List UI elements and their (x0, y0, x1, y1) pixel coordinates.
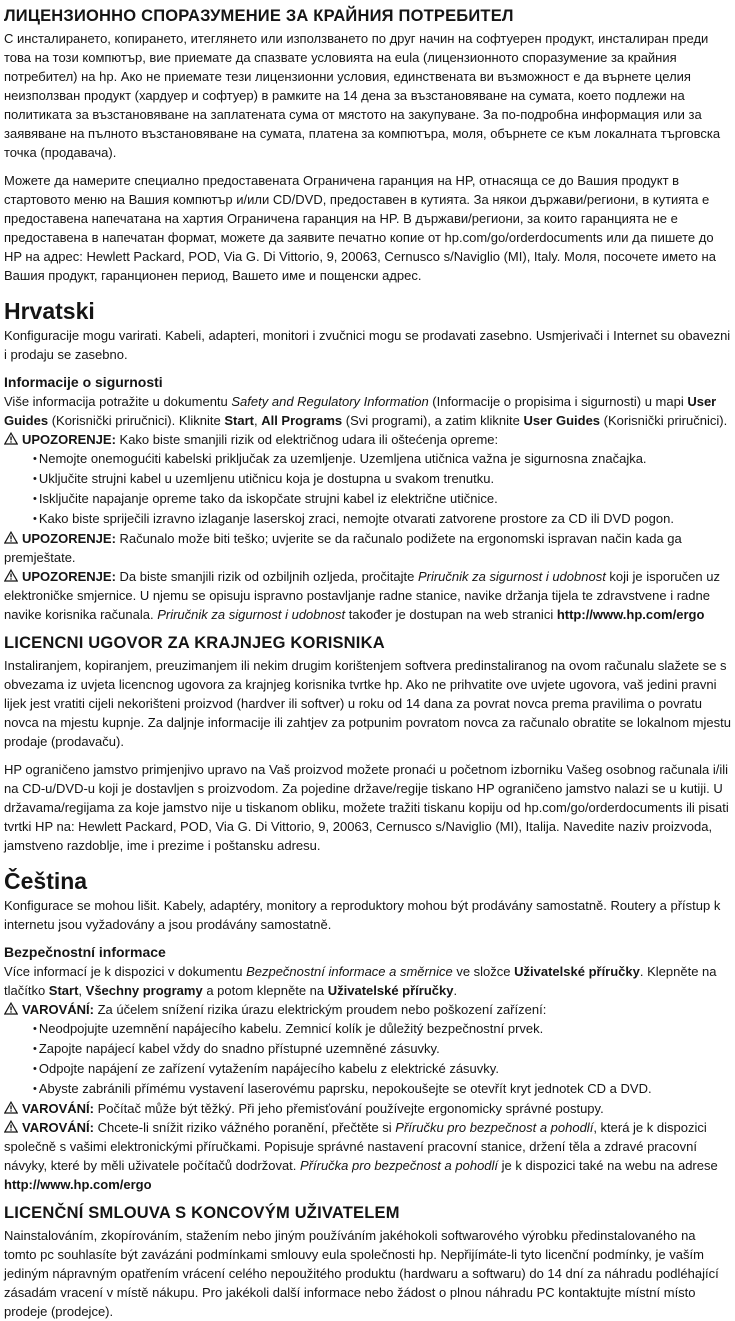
document-content (4, 6, 731, 1321)
cs-bullet-laser (33, 1079, 731, 1099)
text-segment: (Korisnički priručnici). (600, 413, 728, 428)
text-segment: Všechny programy (85, 983, 203, 998)
text-segment: С инсталирането, копирането, итеглянето или използването по друг начин на софтуерен продукт, инсталиран преди това на този компютър, вие приемате да спазвате условията на eula (лицензионното споразумение за крайния потребител) на hp. Ако не приемате тези лицензионни условия, единствената ви възможност е да върнете целия неизползван продукт (хардуер и софтуер) в рамките на 14 дена за възстановяване на сумата, което подлежи на политиката за възстановяване на заплатената сума от мястото на закупуване. За по-подробна информация или за заявяване на пълното възстановяване на сумата, платена за компютъра, моля, обърнете се към локалната търговска точка (продавача). (4, 31, 721, 160)
warning-label: UPOZORENJE: (22, 531, 116, 546)
text-segment: Start (48, 983, 79, 998)
text-segment: HP ograničeno jamstvo primjenjivo upravo na Vaš proizvod možete pronaći u početnom izborniku Vašeg osobnog računala i/ili na CD-u/DVD-u koji je dostavljen s proizvodom. Za pojedine države/regije tiskano HP ograničeno jamstvo nalazi se u kutiji. U državama/regijama za koje jamstvo nije u tiskanom obliku, možete tražiti tiskanu kopiju od hp.com/go/orderdocuments ili pisati tvrtki HP na: Hewlett Packard, POD, Via G. Di Vittorio, 9, 20063, Cernusco s/Naviglio (MI), Italija. Navedite naziv proizvoda, jamstveno razdoblje, ime i prezime i poštansku adresu. (4, 762, 729, 853)
cs-safety-paragraph (4, 962, 731, 1000)
text-segment: Kako biste smanjili rizik od električnog udara ili oštećenja opreme: (115, 432, 499, 447)
cs-warning-heavy (4, 1099, 731, 1118)
cs-warning-injury (4, 1118, 731, 1194)
text-segment: Priručnik za sigurnost i udobnost (417, 569, 606, 584)
warning-icon (4, 1002, 18, 1015)
hr-intro-paragraph (4, 326, 731, 364)
text-segment: (Svi programi), a zatim kliknite (342, 413, 524, 428)
bullet-icon: • (33, 1083, 37, 1095)
cs-bullet-outlet (33, 1039, 731, 1059)
hr-bullet-grounding (33, 449, 731, 469)
text-segment: Можете да намерите специално предоставената Ограничена гаранция на HP, отнасяща се до Вашия продукт в стартовото меню на Вашия компютър и/или CD/DVD, предоставен в кутията. За някои държави/региони, в кутията е предоставена напечатана на хартия Ограничена гаранция на HP. В държави/региони, за които гаранцията не е предоставена в напечатан формат, можете да заявите печатно копие от hp.com/go/orderdocuments или да пишете до HP на адрес: Hewlett Packard, POD, Via G. Di Vittorio, 9, 20063, Cernusco s/Naviglio (MI), Italy. Моля, посочете името на Вашия продукт, гаранционен период, Вашето име и пощенски адрес. (4, 173, 716, 283)
text-segment: , (253, 413, 262, 428)
hr-bullet-outlet (33, 469, 731, 489)
bg-warranty-paragraph (4, 171, 731, 285)
text-segment: Více informací je k dispozici v dokumentu (4, 964, 247, 979)
text-segment: je k dispozici také na webu na adrese (498, 1158, 718, 1173)
text-segment: All Programs (261, 413, 343, 428)
text-segment: Příručku pro bezpečnost a pohodlí (395, 1120, 594, 1135)
text-segment: Nemojte onemogućiti kabelski priključak za uzemljenje. Uzemljena utičnica važna je sigurnosna značajka. (38, 451, 647, 466)
text-segment: Chcete-li snížit riziko vážného poranění, přečtěte si (93, 1120, 396, 1135)
text-segment: Příručka pro bezpečnost a pohodlí (300, 1158, 499, 1173)
warning-label: VAROVÁNÍ: (22, 1101, 94, 1116)
text-segment: Bezpečnostní informace a směrnice (246, 964, 453, 979)
warning-icon (4, 1101, 18, 1114)
warning-icon (4, 432, 18, 445)
hr-eula-heading: LICENCNI UGOVOR ZA KRAJNJEG KORISNIKA (4, 634, 385, 652)
bg-eula-heading: ЛИЦЕНЗИОННО СПОРАЗУМЕНИЕ ЗА КРАЙНИЯ ПОТРЕБИТЕЛ (4, 7, 514, 25)
cs-bullet-grounding (33, 1019, 731, 1039)
bullet-icon: • (33, 473, 37, 485)
bullet-icon: • (33, 1043, 37, 1055)
text-segment: Za účelem snížení rizika úrazu elektrickým proudem nebo poškození zařízení: (93, 1002, 547, 1017)
hr-warning-injury (4, 567, 731, 624)
cs-warning-electric (4, 1000, 731, 1019)
text-segment: Odpojte napájení ze zařízení vytažením napájecího kabelu z elektrické zásuvky. (38, 1061, 499, 1076)
text-segment: Isključite napajanje opreme tako da iskopčate strujni kabel iz električne utičnice. (38, 491, 498, 506)
warning-label: UPOZORENJE: (22, 569, 116, 584)
warning-label: VAROVÁNÍ: (22, 1120, 94, 1135)
text-segment: Abyste zabránili přímému vystavení laserovému paprsku, nepokoušejte se otevřít kryt jednotek CD a DVD. (38, 1081, 652, 1096)
text-segment: User Guides (523, 413, 601, 428)
text-segment: Instaliranjem, kopiranjem, preuzimanjem ili nekim drugim korištenjem softvera predinstaliranog na ovom računalu slažete se s obvezama iz uvjeta licencnog ugovora za krajnjeg korisnika tvrtke hp. Ako ne prihvatite ove uvjete ugovora, vaš jedini pravni lijek jest vratiti cijeli nekorišteni proizvod (hardver ili softver) u roku od 14 dana za povrat novca prema pravilima o povratu novca na mjestu kupnje. Za daljnje informacije ili zahtjev za potpunim povratom novca za računalo obratite se lokalnom mjestu prodaje (prodavaču). (4, 658, 731, 749)
warning-icon (4, 531, 18, 544)
hr-safety-paragraph (4, 392, 731, 430)
text-segment: (Korisnički priručnici). Kliknite (48, 413, 225, 428)
text-segment: Uključite strujni kabel u uzemljenu utičnicu koja je dostupna u svakom trenutku. (38, 471, 495, 486)
text-segment: Počítač může být těžký. Při jeho přemisťování používejte ergonomicky správné postupy. (93, 1101, 604, 1116)
warning-icon (4, 569, 18, 582)
warning-label: UPOZORENJE: (22, 432, 116, 447)
text-segment: Nainstalováním, zkopírováním, stažením nebo jiným používáním jakéhokoli softwarového výrobku předinstalovaného na tomto pc souhlasíte být zavázáni podmínkami smlouvy eula společnosti hp. Nepřijímáte-li tyto licenční podmínky, je vaším jediným nápravným opatřením vrácení celého nepoužitého produktu (hardwaru a softwaru) do 14 dní za náhradu podléhající zásadám vracení v místě nákupu. Pro jakékoli další informace nebo žádost o plnou náhradu PC kontaktujte místní místo prodeje (prodejce). (4, 1228, 719, 1319)
hr-language-heading: Hrvatski (4, 298, 95, 324)
text-segment: Priručnik za sigurnost i udobnost (157, 607, 346, 622)
cs-eula-paragraph (4, 1226, 731, 1321)
text-segment: Zapojte napájecí kabel vždy do snadno přístupné uzemněné zásuvky. (38, 1041, 440, 1056)
text-segment: Da biste smanjili rizik od ozbiljnih ozljeda, pročitajte (115, 569, 418, 584)
bullet-icon: • (33, 1063, 37, 1075)
cs-safety-heading: Bezpečnostní informace (4, 944, 166, 960)
text-segment: Konfigurace se mohou lišit. Kabely, adaptéry, monitory a reproduktory mohou být prodávány samostatně. Routery a přístup k internetu jsou vyžadovány a jsou prodávány samostatně. (4, 898, 721, 932)
hr-safety-heading: Informacije o sigurnosti (4, 374, 163, 390)
text-segment: Uživatelské příručky (514, 964, 640, 979)
text-segment: ve složce (452, 964, 515, 979)
cs-language-heading: Čeština (4, 868, 88, 894)
hr-bullet-unplug (33, 489, 731, 509)
text-segment: Start (224, 413, 254, 428)
text-segment: Neodpojujte uzemnění napájecího kabelu. Zemnicí kolík je důležitý bezpečnostní prvek. (38, 1021, 544, 1036)
text-segment: http://www.hp.com/ergo (4, 1177, 152, 1192)
bullet-icon: • (33, 1023, 37, 1035)
text-segment: . Klepněte na tlačítko (4, 964, 717, 998)
bullet-icon: • (33, 453, 37, 465)
text-segment: , (78, 983, 86, 998)
bullet-icon: • (33, 493, 37, 505)
warning-icon (4, 1120, 18, 1133)
text-segment: također je dostupan na web stranici (345, 607, 557, 622)
hr-eula-paragraph (4, 656, 731, 751)
bg-eula-paragraph (4, 29, 731, 162)
bullet-icon: • (33, 513, 37, 525)
text-segment: (Informacije o propisima i sigurnosti) u mapi (428, 394, 688, 409)
warning-label: VAROVÁNÍ: (22, 1002, 94, 1017)
text-segment: Više informacija potražite u dokumentu (4, 394, 232, 409)
text-segment: Uživatelské příručky (327, 983, 454, 998)
hr-warranty-paragraph (4, 760, 731, 855)
text-segment: Safety and Regulatory Information (231, 394, 429, 409)
text-segment: http://www.hp.com/ergo (556, 607, 705, 622)
hr-warning-electric (4, 430, 731, 449)
text-segment: Konfiguracije mogu varirati. Kabeli, adapteri, monitori i zvučnici mogu se prodavati zasebno. Usmjerivači i Internet su obavezni i prodaju se zasebno. (4, 328, 731, 362)
text-segment: User Guides (4, 394, 717, 428)
hr-warning-heavy (4, 529, 731, 567)
hr-bullet-laser (33, 509, 731, 529)
text-segment: Kako biste spriječili izravno izlaganje laserskoj zraci, nemojte otvarati zatvorene prostore za CD ili DVD pogon. (38, 511, 674, 526)
text-segment: Računalo može biti teško; uvjerite se da računalo podižete na ergonomski ispravan način kada ga premještate. (4, 531, 682, 565)
cs-intro-paragraph (4, 896, 731, 934)
text-segment: koji je isporučen uz elektroničke smjernice. U njemu se opisuju ispravno postavljanje radne stanice, navike držanja tijela te zdravstvene i radne navike korisnika računala. (4, 569, 720, 622)
cs-bullet-unplug (33, 1059, 731, 1079)
text-segment: a potom klepněte na (202, 983, 328, 998)
text-segment: , která je k dispozici společně s vašimi elektronickými příručkami. Popisuje správné nastavení pracovní stanice, držení těla a zdravé pracovní návyky, které by měli uživatele počítačů dodržovat. (4, 1120, 707, 1173)
cs-eula-heading: LICENČNÍ SMLOUVA S KONCOVÝM UŽIVATELEM (4, 1204, 400, 1222)
text-segment: . (453, 983, 458, 998)
